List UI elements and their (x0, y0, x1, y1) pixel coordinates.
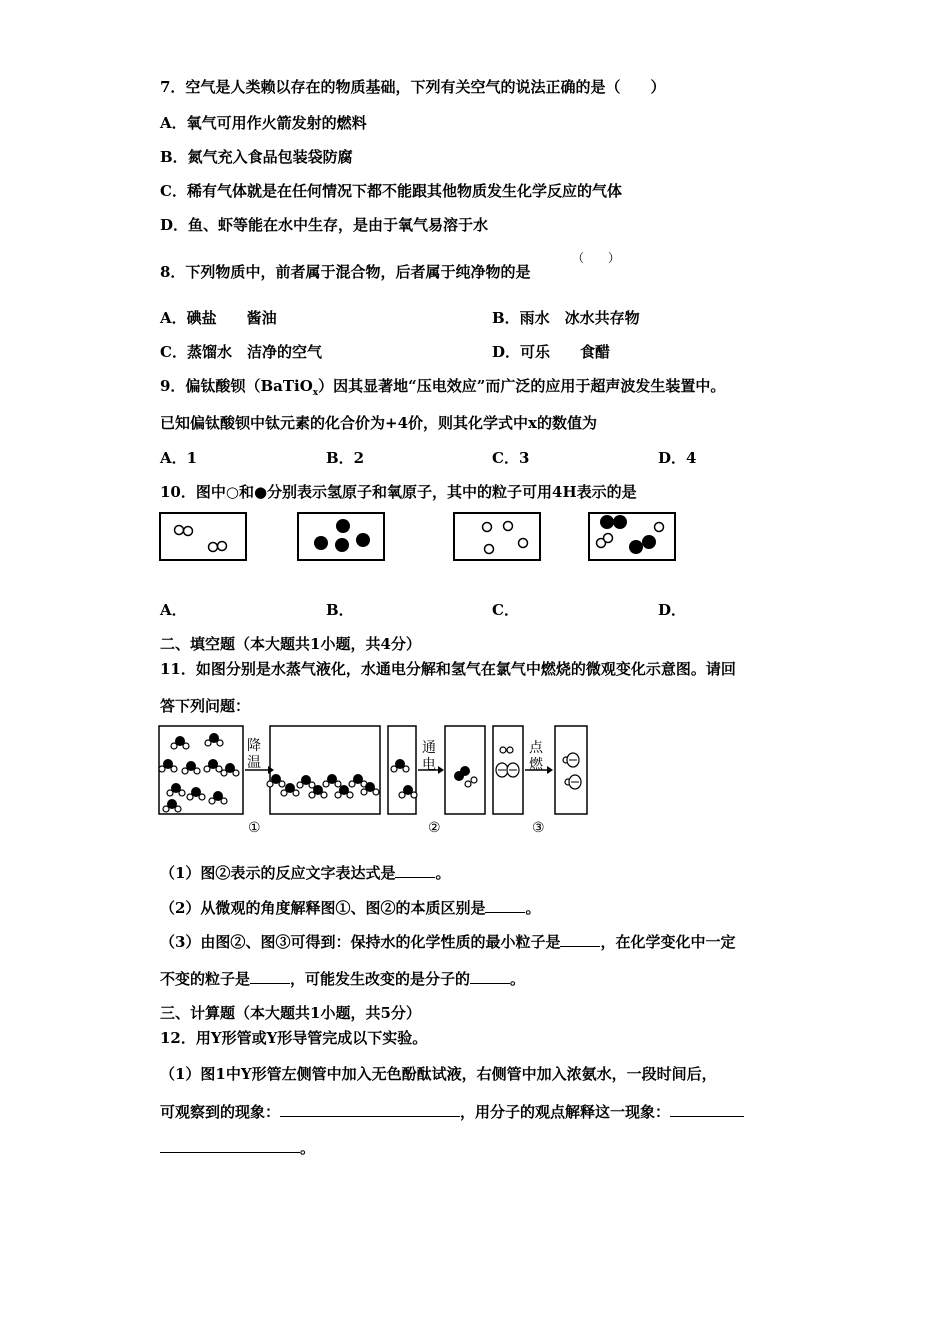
q10-option-d: D． (658, 601, 687, 619)
q11-label-3: ③ (532, 820, 545, 836)
q12-sub1-end-line (160, 1138, 315, 1158)
q11-arrow2-bottom: 电 (422, 757, 436, 773)
q9-stem-sub: x (312, 388, 319, 398)
q11-sub3 (160, 932, 735, 952)
q8-option-a: A．碘盐 酱油 (160, 309, 277, 327)
q9-stem-post: ）因其显著地“压电效应”而广泛的应用于超声波发生装置中。 (318, 377, 726, 395)
q11-arrow3-top: 点 (529, 740, 543, 756)
q12-stem: 12．用Y形管或Y形导管完成以下实验。 (160, 1029, 428, 1047)
q8-stem: 8．下列物质中，前者属于混合物，后者属于纯净物的是 (160, 263, 531, 281)
q7-option-a: A．氧气可用作火箭发射的燃料 (160, 114, 367, 132)
q12-sub1-text-c: ，用分子的观点解释这一现象： (460, 1103, 671, 1121)
q9-option-b: B．2 (326, 449, 365, 467)
q12-sub1-blank-1[interactable] (280, 1102, 460, 1117)
q10-figure-d (588, 512, 676, 562)
section2-title: 二、填空题（本大题共1小题，共4分） (160, 635, 421, 653)
q10-figure-c (453, 512, 541, 562)
q8-option-b: B．雨水 冰水共存物 (492, 309, 640, 327)
q10-option-a: A． (160, 601, 187, 619)
q10-figure-b (297, 512, 385, 562)
q12-sub1-text-b: 可观察到的现象： (160, 1103, 281, 1121)
q8-option-d: D．可乐 食醋 (492, 343, 611, 361)
q9-stem (160, 376, 725, 403)
q8-answer-paren: （ ） (572, 251, 621, 265)
q11-sub3-blank-3[interactable] (470, 969, 510, 984)
q10-stem: 10．图中○和●分别表示氢原子和氧原子，其中的粒子可用4H表示的是 (160, 483, 637, 501)
q11-sub3-blank-1[interactable] (560, 932, 600, 947)
q11-sub3-blank-2[interactable] (250, 969, 290, 984)
q11-sub3-text-a: （3）由图②、图③可得到：保持水的化学性质的最小粒子是 (160, 933, 561, 951)
q10-figure-a (159, 512, 247, 562)
q7-option-b: B．氮气充入食品包装袋防腐 (160, 148, 353, 166)
q11-sub2 (160, 898, 540, 918)
q11-sub1-text: （1）图②表示的反应文字表达式是 (160, 864, 396, 882)
q8-option-c: C．蒸馏水 洁净的空气 (160, 343, 322, 361)
q11-sub3-text-d: ，可能发生改变的是分子的 (290, 970, 471, 988)
q11-arrow1-bottom: 温 (247, 755, 261, 771)
q11-sub2-text: （2）从微观的角度解释图①、图②的本质区别是 (160, 899, 486, 917)
q11-stem2: 答下列问题： (160, 697, 251, 715)
q11-sub3-text-b: ，在化学变化中一定 (600, 933, 736, 951)
q11-arrow2-top: 通 (422, 740, 436, 756)
q11-label-2: ② (428, 820, 441, 836)
q12-sub1-cont (160, 1102, 744, 1122)
q9-option-a: A．1 (160, 449, 198, 467)
q7-option-d: D．鱼、虾等能在水中生存，是由于氧气易溶于水 (160, 216, 489, 234)
q11-arrow3-bottom: 燃 (529, 757, 543, 773)
q11-arrow1-top: 降 (247, 738, 261, 754)
q9-line2: 已知偏钛酸钡中钛元素的化合价为+4价，则其化学式中x的数值为 (160, 414, 597, 432)
q9-stem-pre: 9．偏钛酸钡（BaTiO (160, 377, 313, 395)
q11-sub3-text-c: 不变的粒子是 (160, 970, 251, 988)
q11-sub1-end: 。 (435, 864, 451, 882)
q11-sub2-blank[interactable] (485, 898, 525, 913)
q12-sub1-blank-3[interactable] (160, 1138, 300, 1153)
q11-sub3-end: 。 (510, 970, 526, 988)
q12-sub1: （1）图1中Y形管左侧管中加入无色酚酞试液，右侧管中加入浓氨水，一段时间后， (160, 1065, 717, 1083)
q11-stem: 11．如图分别是水蒸气液化，水通电分解和氢气在氯气中燃烧的微观变化示意图。请回 (160, 660, 736, 678)
q11-sub3-cont (160, 969, 525, 989)
q10-option-b: B． (326, 601, 354, 619)
q9-option-c: C．3 (492, 449, 530, 467)
section3-title: 三、计算题（本大题共1小题，共5分） (160, 1004, 421, 1022)
q11-label-1: ① (248, 820, 261, 836)
q10-option-c: C． (492, 601, 519, 619)
q11-sub1 (160, 863, 450, 883)
q11-sub2-end: 。 (525, 899, 541, 917)
q7-stem: 7．空气是人类赖以存在的物质基础，下列有关空气的说法正确的是（ ） (160, 78, 666, 96)
q9-option-d: D．4 (658, 449, 697, 467)
q12-sub1-end: 。 (300, 1139, 316, 1157)
q11-sub1-blank[interactable] (395, 863, 435, 878)
q7-option-c: C．稀有气体就是在任何情况下都不能跟其他物质发生化学反应的气体 (160, 182, 622, 200)
q12-sub1-blank-2[interactable] (670, 1102, 744, 1117)
q11-figure (158, 724, 590, 838)
